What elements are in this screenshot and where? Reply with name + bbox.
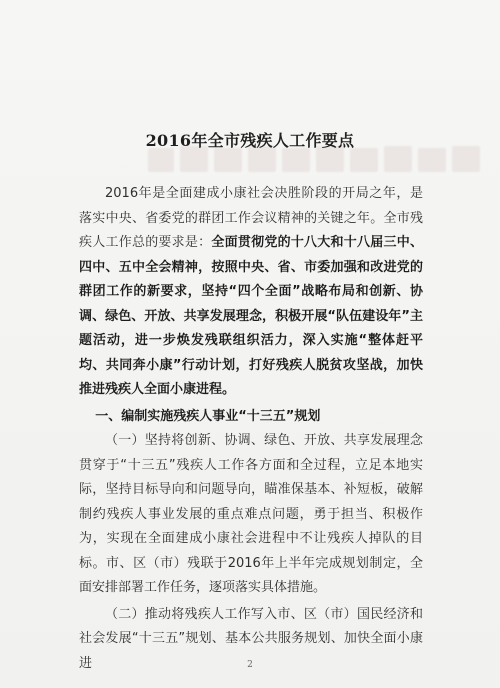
paragraph-2: （二）推动将残疾人工作写入市、区（市）国民经济和社会发展“十三五”规划、基本公共服务规划、加快全面小康进 [79, 606, 423, 671]
paragraph-1: （一）坚持将创新、协调、绿色、开放、共享发展理念贯穿于“十三五”残疾人工作各方面和全过程，立足本地实际，坚持目标导向和问题导向，瞄准保基本、补短板，破解制约残疾人事业发展的重点难点问题，勇于担当、积极作为，实现在全面建成小康社会进程中不让残疾人掉队的目标。市、区（市）残联于2016年上半年完成规划制定，全面安排部署工作任务，逐项落实具体措施。 [79, 433, 423, 595]
intro-paragraph [79, 182, 423, 403]
intro-text: 2016年是全面建成小康社会决胜阶段的开局之年，是落实中央、省委党的群团工作会议精神的关键之年。全市残疾人工作总的要求是： [79, 186, 423, 250]
section-heading: 一、编制实施残疾人事业“十三五”规划 [95, 408, 321, 424]
document-title: 2016年全市残疾人工作要点 [145, 131, 355, 150]
page-number: 2 [247, 660, 253, 670]
document-body [79, 182, 423, 678]
intro-bold-text: 全面贯彻党的十八大和十八届三中、四中、五中全会精神，按照中央、省、市委加强和改进党的群团工作的新要求，坚持“四个全面”战略布局和创新、协调、绿色、开放、共享发展理念，积极开展“队伍建设年”主题活动，进一步焕发残联组织活力，深入实施“整体赶平均、共同奔小康”行动计划，打好残疾人脱贫攻坚战，加快推进残疾人全面小康进程。 [79, 235, 423, 397]
